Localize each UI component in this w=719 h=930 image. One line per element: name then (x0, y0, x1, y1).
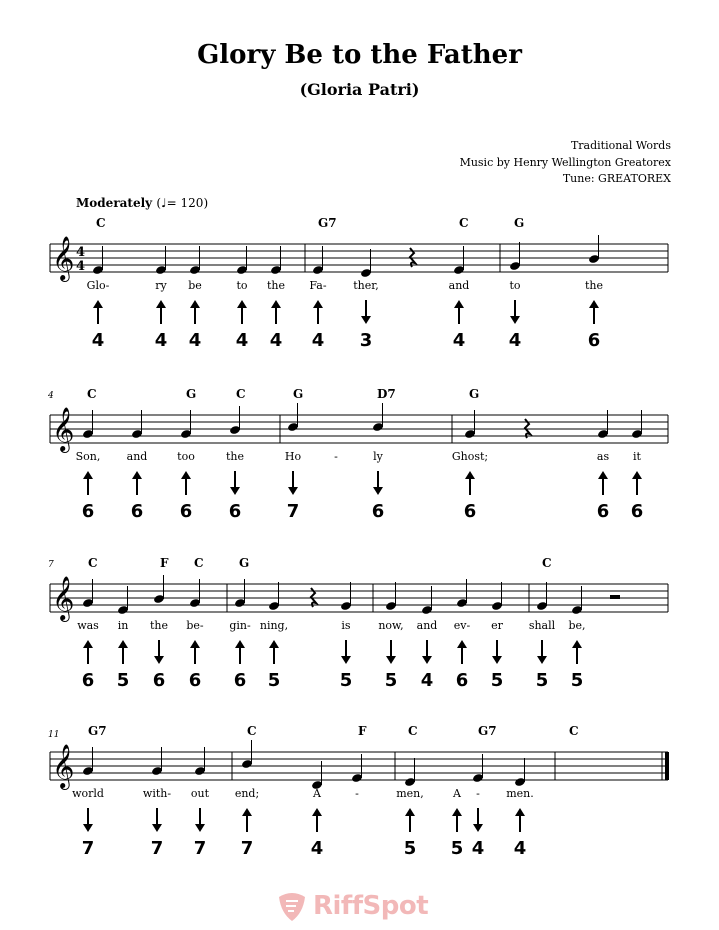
harmonica-hole-number: 5 (384, 670, 398, 691)
harmonica-hole-number: 4 (310, 838, 324, 859)
blow-arrow-icon (271, 300, 281, 308)
tempo-marking: Moderately (♩= 120) (76, 196, 209, 210)
lyric-syllable: Ghost; (451, 450, 489, 463)
lyric-syllable: to (236, 279, 248, 292)
lyric-syllable: now, (378, 619, 404, 632)
lyric-syllable: be- (186, 619, 204, 632)
chord-symbol: G (514, 216, 525, 230)
chord-symbol: C (408, 724, 418, 738)
chord-symbol: G7 (88, 724, 107, 738)
chord-symbol: C (569, 724, 579, 738)
harmonica-hole-number: 7 (81, 838, 95, 859)
harmonica-hole-number: 6 (81, 670, 95, 691)
harmonica-hole-number: 5 (403, 838, 417, 859)
lyric-syllable: men. (506, 787, 534, 800)
draw-arrow-icon (154, 656, 164, 664)
lyric-syllable: be (188, 279, 202, 292)
chord-symbol: G7 (318, 216, 337, 230)
lyric-syllable: to (509, 279, 521, 292)
blow-arrow-icon (156, 300, 166, 308)
treble-clef-icon: 𝄞 (52, 407, 75, 451)
lyric-syllable: in (117, 619, 129, 632)
treble-clef-icon: 𝄞 (52, 576, 75, 620)
blow-arrow-icon (405, 808, 415, 816)
blow-arrow-icon (237, 300, 247, 308)
blow-arrow-icon (235, 640, 245, 648)
harmonica-hole-number: 4 (311, 330, 325, 351)
blow-arrow-icon (598, 471, 608, 479)
treble-clef-icon: 𝄞 (52, 744, 75, 788)
chord-symbol: D7 (377, 387, 396, 401)
lyric-syllable: as (596, 450, 610, 463)
harmonica-hole-number: 4 (452, 330, 466, 351)
blow-arrow-icon (242, 808, 252, 816)
draw-arrow-icon (152, 824, 162, 832)
draw-arrow-icon (492, 656, 502, 664)
harmonica-hole-number: 6 (152, 670, 166, 691)
time-signature-icon: 4 (76, 245, 86, 260)
final-barline (665, 752, 669, 780)
blow-arrow-icon (313, 300, 323, 308)
lyric-syllable: men, (396, 787, 424, 800)
lyric-syllable: A (313, 787, 321, 800)
lyric-syllable: the (266, 279, 286, 292)
lyric-syllable: and (126, 450, 148, 463)
lyric-syllable: the (225, 450, 245, 463)
harmonica-hole-number: 7 (150, 838, 164, 859)
blow-arrow-icon (93, 300, 103, 308)
harmonica-hole-number: 6 (596, 501, 610, 522)
lyric-syllable: Son, (75, 450, 101, 463)
harmonica-hole-number: 5 (339, 670, 353, 691)
blow-arrow-icon (269, 640, 279, 648)
blow-arrow-icon (454, 300, 464, 308)
lyric-syllable: was (77, 619, 99, 632)
blow-arrow-icon (132, 471, 142, 479)
lyric-syllable: - (355, 787, 359, 800)
blow-arrow-icon (572, 640, 582, 648)
draw-arrow-icon (195, 824, 205, 832)
lyric-syllable: the (149, 619, 169, 632)
draw-arrow-icon (288, 487, 298, 495)
measure-number: 7 (48, 560, 54, 570)
harmonica-hole-number: 4 (188, 330, 202, 351)
harmonica-hole-number: 6 (228, 501, 242, 522)
lyric-syllable: A (453, 787, 461, 800)
harmonica-hole-number: 5 (490, 670, 504, 691)
chord-symbol: F (358, 724, 367, 738)
lyric-syllable: ther, (353, 279, 379, 292)
harmonica-hole-number: 7 (240, 838, 254, 859)
measure-number: 4 (48, 391, 54, 401)
blow-arrow-icon (181, 471, 191, 479)
blow-arrow-icon (83, 471, 93, 479)
lyric-syllable: ly (373, 450, 383, 463)
lyric-syllable: - (476, 787, 480, 800)
lyric-syllable: too (177, 450, 195, 463)
chord-symbol: C (87, 387, 97, 401)
lyric-syllable: Ho (284, 450, 302, 463)
tempo-label: Moderately (76, 196, 153, 210)
harmonica-hole-number: 4 (420, 670, 434, 691)
harmonica-hole-number: 5 (535, 670, 549, 691)
chord-symbol: C (247, 724, 257, 738)
credit-tune: Tune: GREATOREX (562, 172, 671, 185)
chord-symbol: G (186, 387, 197, 401)
lyric-syllable: Fa- (309, 279, 327, 292)
harmonica-hole-number: 6 (587, 330, 601, 351)
draw-arrow-icon (230, 487, 240, 495)
harmonica-hole-number: 4 (235, 330, 249, 351)
harmonica-hole-number: 3 (359, 330, 373, 351)
harmonica-hole-number: 6 (455, 670, 469, 691)
draw-arrow-icon (341, 656, 351, 664)
harmonica-hole-number: 6 (179, 501, 193, 522)
harmonica-hole-number: 6 (188, 670, 202, 691)
harmonica-hole-number: 6 (463, 501, 477, 522)
system-4 (48, 724, 669, 859)
credit-words: Traditional Words (570, 139, 671, 152)
quarter-note-icon: (♩ (156, 196, 167, 210)
lyric-syllable: and (416, 619, 438, 632)
lyric-syllable: shall (528, 619, 556, 632)
blow-arrow-icon (465, 471, 475, 479)
draw-arrow-icon (422, 656, 432, 664)
blow-arrow-icon (190, 300, 200, 308)
lyric-syllable: with- (142, 787, 172, 800)
harmonica-hole-number: 6 (630, 501, 644, 522)
chord-symbol: G (239, 556, 250, 570)
blow-arrow-icon (632, 471, 642, 479)
system-2 (47, 387, 668, 522)
song-title: Glory Be to the Father (197, 40, 522, 70)
lyric-syllable: ning, (259, 619, 289, 632)
blow-arrow-icon (190, 640, 200, 648)
song-subtitle: (Gloria Patri) (299, 80, 420, 99)
lyric-syllable: be, (568, 619, 586, 632)
lyric-syllable: is (341, 619, 351, 632)
harmonica-hole-number: 6 (233, 670, 247, 691)
blow-arrow-icon (589, 300, 599, 308)
chord-symbol: G7 (478, 724, 497, 738)
chord-symbol: G (293, 387, 304, 401)
chord-symbol: G (469, 387, 480, 401)
harmonica-hole-number: 5 (116, 670, 130, 691)
lyric-syllable: and (448, 279, 470, 292)
harmonica-hole-number: 4 (513, 838, 527, 859)
draw-arrow-icon (361, 316, 371, 324)
chord-symbol: F (160, 556, 169, 570)
lyric-syllable: it (633, 450, 641, 463)
harmonica-hole-number: 4 (154, 330, 168, 351)
draw-arrow-icon (373, 487, 383, 495)
chord-symbol: C (194, 556, 204, 570)
credit-music: Music by Henry Wellington Greatorex (459, 156, 671, 169)
system-3 (48, 556, 668, 691)
blow-arrow-icon (118, 640, 128, 648)
lyric-syllable: end; (234, 787, 260, 800)
harmonica-hole-number: 6 (130, 501, 144, 522)
chord-symbol: C (459, 216, 469, 230)
harmonica-hole-number: 7 (286, 501, 300, 522)
half-rest-icon (610, 595, 620, 599)
harmonica-hole-number: 7 (193, 838, 207, 859)
harmonica-hole-number: 5 (267, 670, 281, 691)
chord-symbol: C (542, 556, 552, 570)
draw-arrow-icon (83, 824, 93, 832)
lyric-syllable: ev- (453, 619, 471, 632)
harmonica-hole-number: 4 (508, 330, 522, 351)
time-signature-icon: 4 (76, 259, 86, 274)
draw-arrow-icon (473, 824, 483, 832)
harmonica-hole-number: 6 (81, 501, 95, 522)
draw-arrow-icon (386, 656, 396, 664)
lyric-syllable: Glo- (86, 279, 110, 292)
chord-symbol: C (96, 216, 106, 230)
blow-arrow-icon (452, 808, 462, 816)
lyric-syllable: world (72, 787, 104, 800)
draw-arrow-icon (537, 656, 547, 664)
lyric-syllable: gin- (229, 619, 251, 632)
harmonica-hole-number: 5 (570, 670, 584, 691)
chord-symbol: C (236, 387, 246, 401)
blow-arrow-icon (83, 640, 93, 648)
harmonica-hole-number: 5 (450, 838, 464, 859)
harmonica-hole-number: 4 (269, 330, 283, 351)
measure-number: 11 (48, 730, 60, 740)
brand-name: RiffSpot (313, 891, 429, 921)
riffspot-logo (275, 885, 428, 927)
draw-arrow-icon (510, 316, 520, 324)
lyric-syllable: out (190, 787, 210, 800)
blow-arrow-icon (457, 640, 467, 648)
blow-arrow-icon (515, 808, 525, 816)
blow-arrow-icon (312, 808, 322, 816)
system-1 (50, 216, 668, 351)
harmonica-hole-number: 4 (91, 330, 105, 351)
lyric-syllable: er (491, 619, 503, 632)
lyric-syllable: ry (155, 279, 167, 292)
treble-clef-icon: 𝄞 (52, 236, 75, 280)
lyric-syllable: the (584, 279, 604, 292)
harmonica-hole-number: 6 (371, 501, 385, 522)
tempo-value: = 120 (166, 196, 204, 210)
lyric-syllable: - (334, 450, 338, 463)
guitar-pick-icon (275, 889, 309, 923)
harmonica-hole-number: 4 (471, 838, 485, 859)
chord-symbol: C (88, 556, 98, 570)
